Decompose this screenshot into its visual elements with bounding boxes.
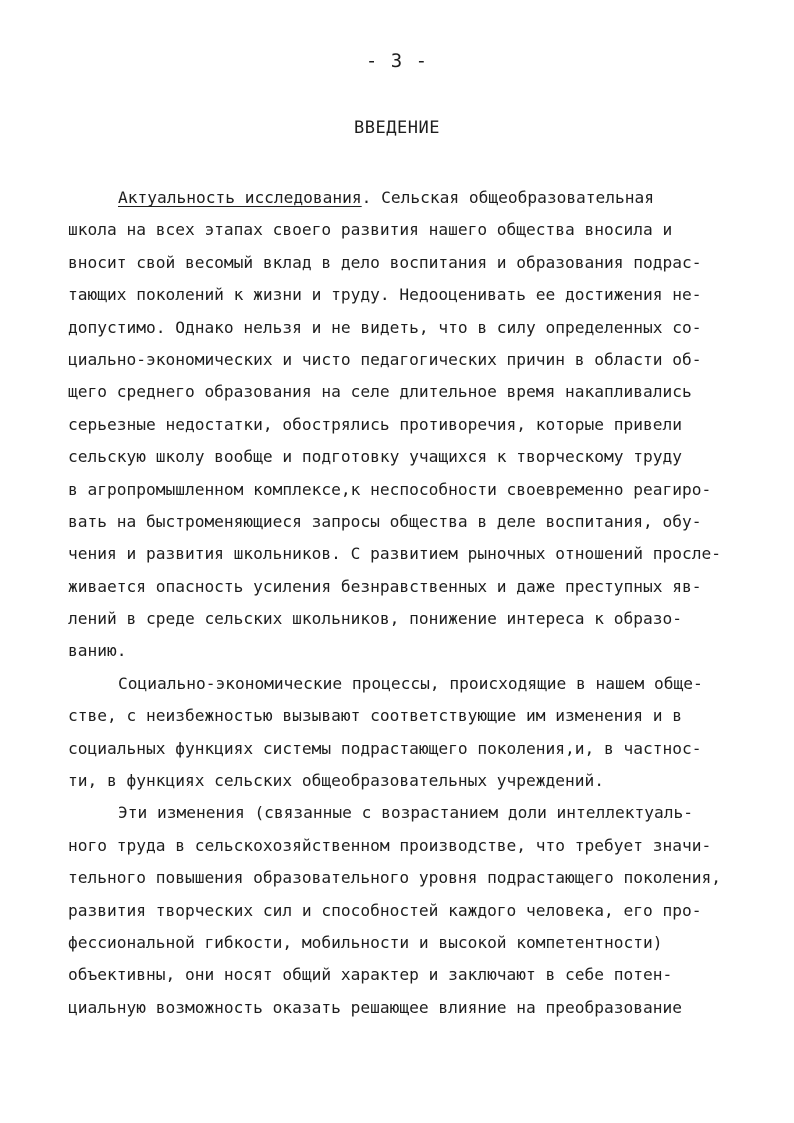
text-line: циальную возможность оказать решающее влияние на преобразование bbox=[68, 997, 682, 1017]
text-line: социальных функциях системы подрастающего поколения,и, в частнос- bbox=[68, 738, 702, 758]
page-number: - 3 - bbox=[365, 50, 429, 72]
text-line: фессиональной гибкости, мобильности и высокой компетентности) bbox=[68, 932, 663, 952]
text-line: ного труда в сельскохозяйственном производстве, что требует значи- bbox=[68, 835, 712, 855]
text-line: ти, в функциях сельских общеобразовательных учреждений. bbox=[68, 771, 605, 791]
text-line: ванию. bbox=[68, 641, 127, 661]
text-line: развития творческих сил и способностей каждого человека, его про- bbox=[68, 900, 702, 920]
text-line: вать на быстроменяющиеся запросы общества в деле воспитания, обу- bbox=[68, 511, 702, 531]
text-line: циально-экономических и чисто педагогических причин в области об- bbox=[68, 349, 702, 369]
text-line: тельного повышения образовательного уровня подрастающего поколения, bbox=[68, 868, 721, 888]
text-line: вносит свой весомый вклад в дело воспитания и образования подрас- bbox=[68, 252, 702, 272]
text-line: серьезные недостатки, обострялись противоречия, которые привели bbox=[68, 414, 682, 434]
document-body bbox=[68, 182, 736, 1024]
text-line: сельскую школу вообще и подготовку учащихся к творческому труду bbox=[68, 447, 682, 467]
text-line: Эти изменения (связанные с возрастанием доли интеллектуаль- bbox=[118, 803, 693, 823]
text-line bbox=[68, 182, 736, 214]
text-line: чения и развития школьников. С развитием рыночных отношений просле- bbox=[68, 544, 721, 564]
text-line: стве, с неизбежностью вызывают соответствующие им изменения и в bbox=[68, 706, 682, 726]
text-line-rest: . Сельская общеобразовательная bbox=[361, 188, 655, 207]
underlined-phrase: Актуальность исследования bbox=[118, 188, 362, 207]
text-line: объективны, они носят общий характер и заключают в себе потен- bbox=[68, 965, 673, 985]
text-line: в агропромышленном комплексе,к неспособности своевременно реагиро- bbox=[68, 479, 712, 499]
text-line: допустимо. Однако нельзя и не видеть, что в силу определенных со- bbox=[68, 317, 702, 337]
text-line: тающих поколений к жизни и труду. Недооценивать ее достижения не- bbox=[68, 285, 702, 305]
section-heading: ВВЕДЕНИЕ bbox=[354, 118, 440, 138]
text-line: живается опасность усиления безнравственных и даже преступных яв- bbox=[68, 576, 702, 596]
text-line: щего среднего образования на селе длительное время накапливались bbox=[68, 382, 692, 402]
text-line: Социально-экономические процессы, происходящие в нашем обще- bbox=[118, 673, 703, 693]
text-line: школа на всех этапах своего развития нашего общества вносила и bbox=[68, 220, 673, 240]
text-line: лений в среде сельских школьников, понижение интереса к образо- bbox=[68, 609, 682, 629]
